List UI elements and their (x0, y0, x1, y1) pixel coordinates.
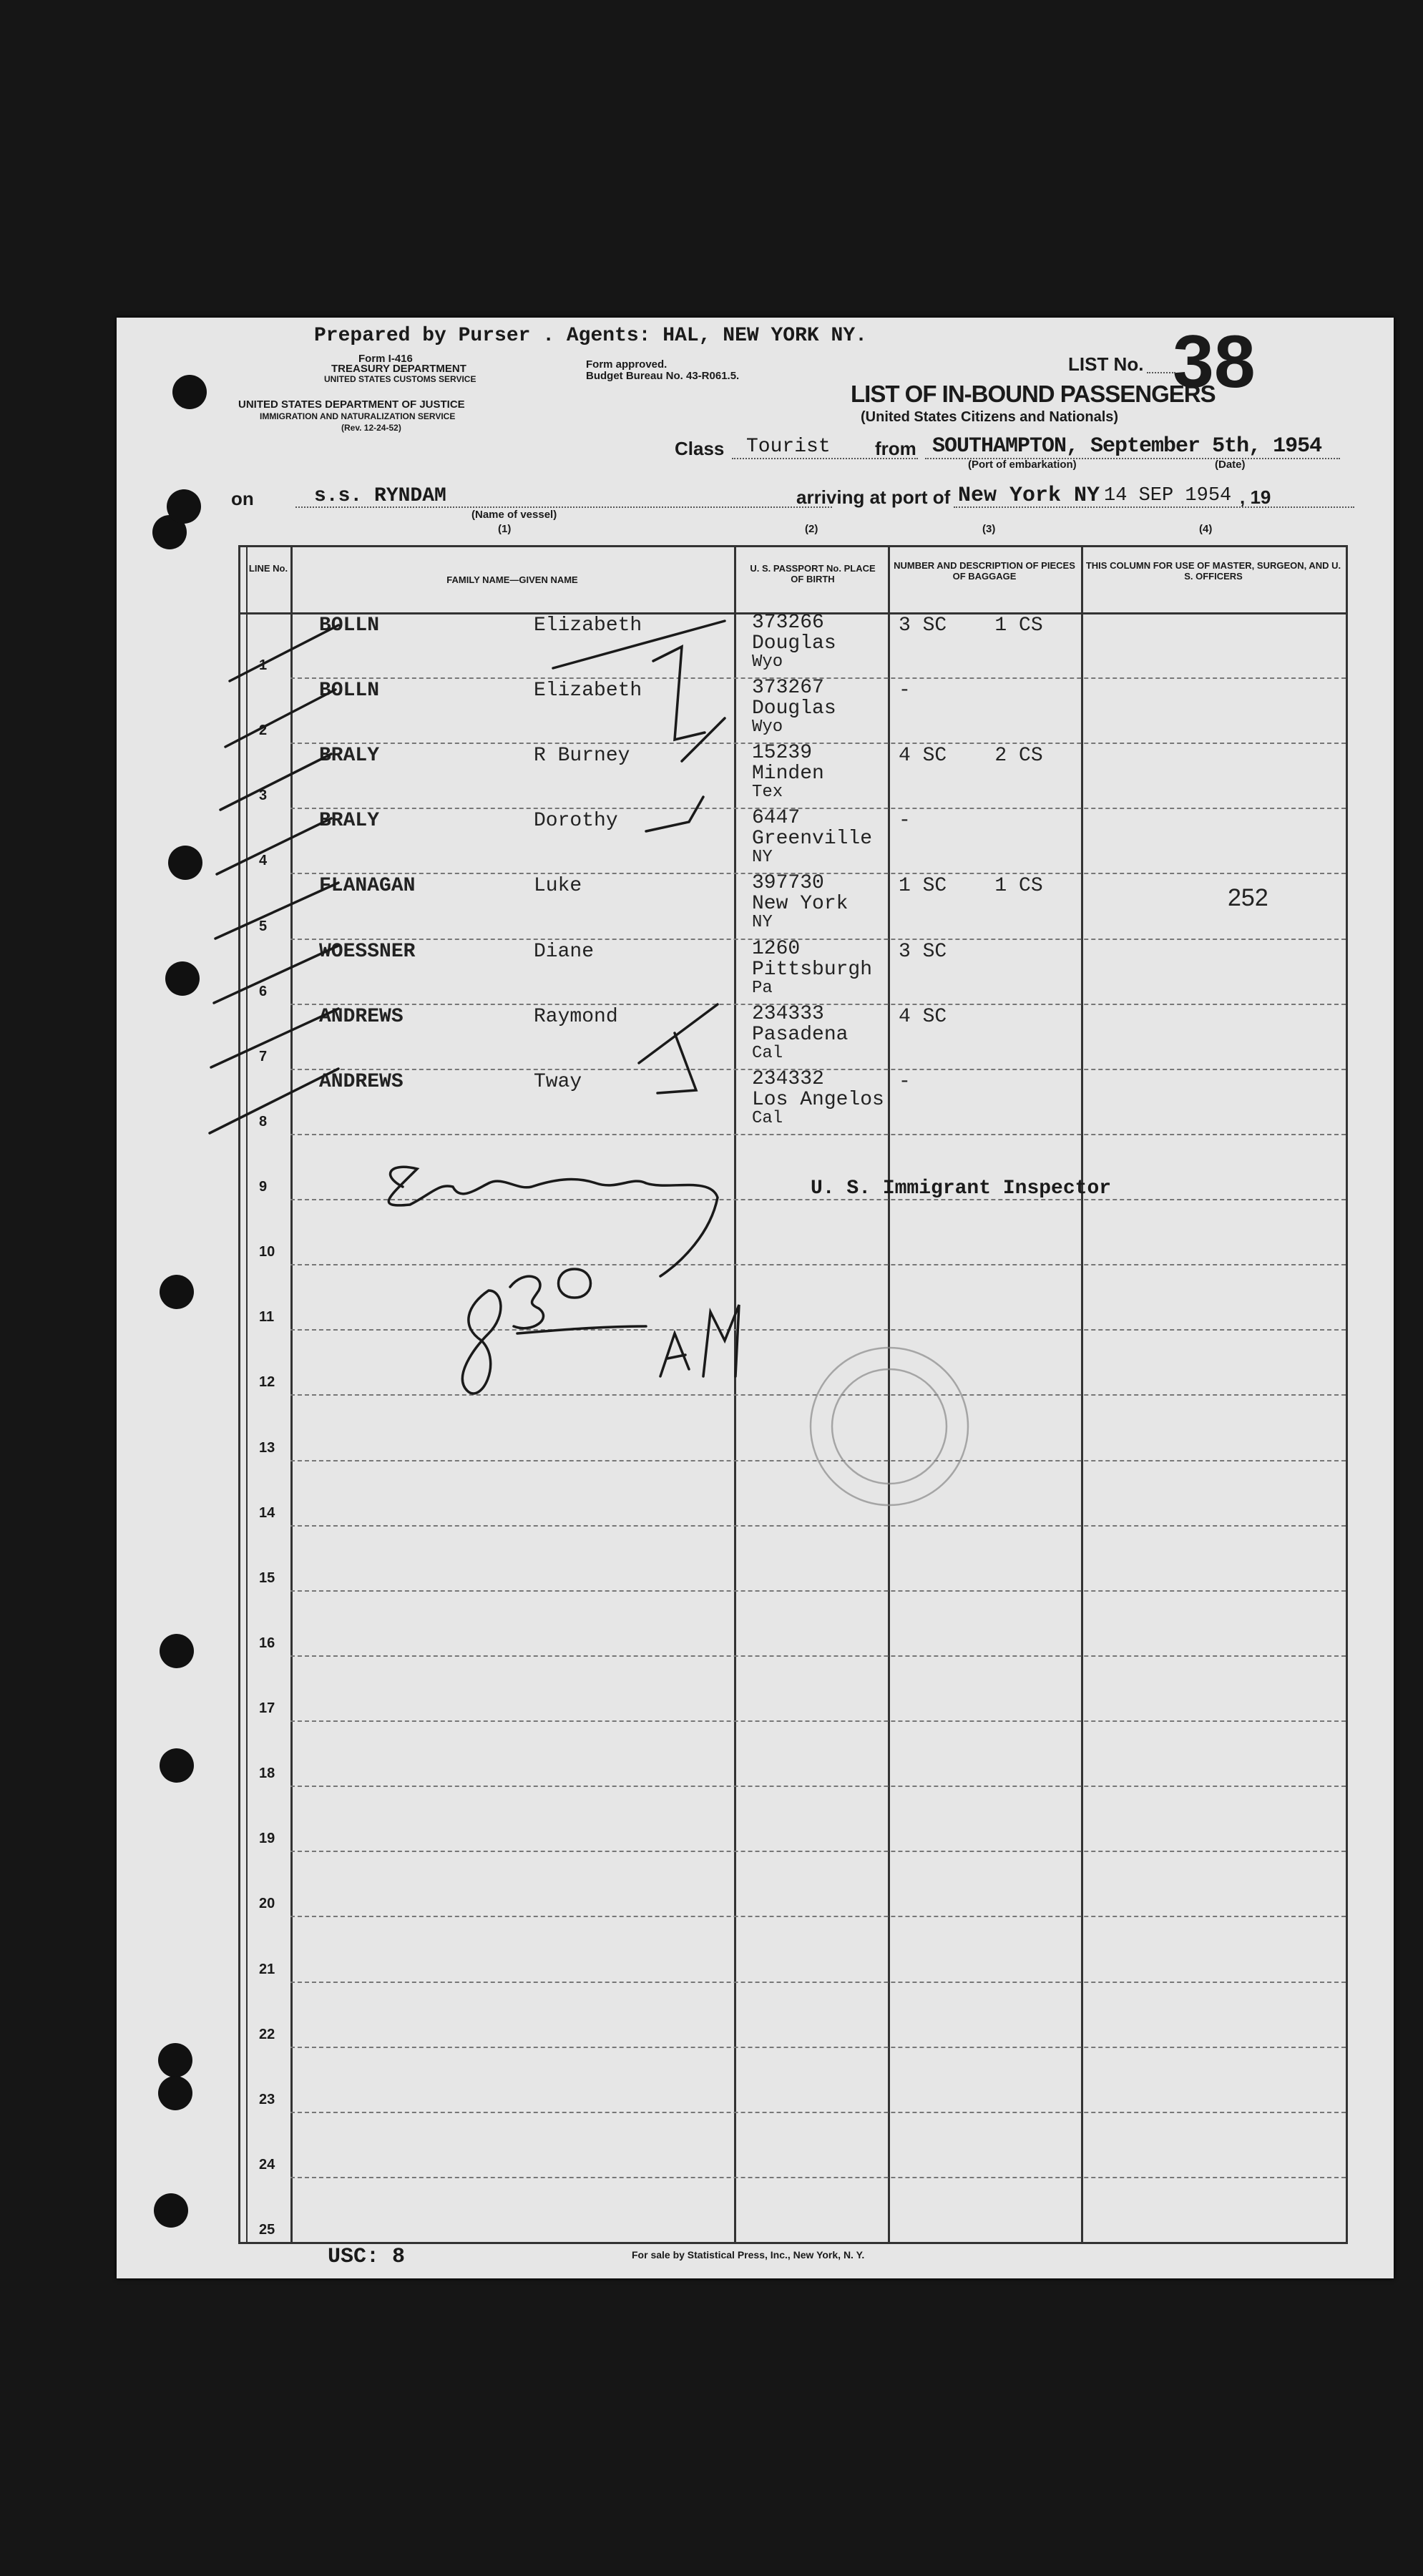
row-divider (290, 1134, 1346, 1135)
line-number: 21 (259, 1961, 275, 1977)
baggage-count: 3 SC 1 CS (899, 614, 1043, 637)
line-number: 25 (259, 2222, 275, 2238)
form-approved-2: Budget Bureau No. 43-R061.5. (586, 370, 740, 382)
row-divider (290, 2112, 1346, 2113)
passenger-given-name: Elizabeth (534, 614, 642, 637)
line-number: 14 (259, 1504, 275, 1521)
passenger-family-name: FLANAGAN (319, 875, 416, 898)
passenger-given-name: Diane (534, 940, 595, 963)
vessel-name: s.s. RYNDAM (314, 485, 446, 507)
arriving-underline (954, 506, 1354, 508)
form-info-3: UNITED STATES CUSTOMS SERVICE (324, 374, 476, 384)
col-num-4: (4) (1199, 523, 1213, 535)
passenger-given-name: Raymond (534, 1005, 618, 1028)
passenger-family-name: BRALY (319, 745, 380, 768)
row-divider (290, 1264, 1346, 1265)
birth-place: Pasadena (752, 1023, 849, 1046)
row-divider (290, 939, 1346, 940)
row-divider (290, 2047, 1346, 2048)
passport-number: 397730 (752, 872, 824, 895)
passenger-family-name: BRALY (319, 810, 380, 833)
line-number: 8 (259, 1113, 268, 1130)
form-info-6: (Rev. 12-24-52) (341, 423, 401, 433)
line-number: 1 (259, 657, 268, 674)
line-number: 22 (259, 2026, 275, 2042)
baggage-count: 4 SC 2 CS (899, 745, 1043, 768)
line-number: 4 (259, 853, 268, 869)
arriving-label: arriving at port of (796, 486, 951, 508)
birth-place: Pittsburgh (752, 958, 873, 981)
inspector-signature-label: U. S. Immigrant Inspector (811, 1177, 1112, 1200)
row-divider (290, 1786, 1346, 1787)
row-divider (290, 1916, 1346, 1917)
row-divider (290, 2177, 1346, 2178)
baggage-count: - (899, 810, 911, 833)
baggage-count: 3 SC (899, 940, 947, 963)
row-divider (290, 743, 1346, 744)
line-number: 2 (259, 723, 268, 739)
form-info-4: UNITED STATES DEPARTMENT OF JUSTICE (238, 398, 465, 411)
row-divider (290, 1851, 1346, 1852)
row-divider (290, 1720, 1346, 1722)
punch-hole (158, 2043, 192, 2077)
line-number: 6 (259, 983, 268, 999)
line-number: 10 (259, 1244, 275, 1260)
column-header-passport: U. S. PASSPORT No. PLACE OF BIRTH (750, 563, 876, 584)
baggage-count: 1 SC 1 CS (899, 875, 1043, 898)
line-number: 20 (259, 1896, 275, 1912)
line-number: 16 (259, 1635, 275, 1651)
arrival-stamp: 14 SEP 1954 (1104, 485, 1232, 506)
birth-state: Cal (752, 1108, 783, 1128)
date-caption: (Date) (1215, 459, 1246, 471)
birth-place: Greenville (752, 828, 873, 851)
prepared-by-line: Prepared by Purser . Agents: HAL, NEW YORK NY. (314, 325, 867, 347)
birth-state: NY (752, 848, 773, 868)
form-info-2: TREASURY DEPARTMENT (331, 363, 466, 375)
passenger-given-name: Luke (534, 875, 582, 898)
line-number: 15 (259, 1569, 275, 1586)
column-header-officers: THIS COLUMN FOR USE OF MASTER, SURGEON, AND U. S. OFFICERS (1085, 560, 1341, 582)
usc-count: USC: 8 (328, 2245, 406, 2269)
passenger-table (238, 545, 1348, 2244)
passenger-family-name: BOLLN (319, 614, 380, 637)
passenger-given-name: Dorothy (534, 810, 618, 833)
birth-state: NY (752, 913, 773, 933)
passenger-given-name: Elizabeth (534, 680, 642, 702)
passenger-given-name: Tway (534, 1070, 582, 1093)
birth-place: Los Angelos (752, 1088, 884, 1111)
passport-number: 6447 (752, 807, 801, 830)
baggage-count: 4 SC (899, 1005, 947, 1028)
punch-hole (165, 961, 200, 996)
list-title: LIST OF IN-BOUND PASSENGERS (851, 381, 1216, 407)
birth-state: Wyo (752, 718, 783, 738)
officer-note: 252 (1228, 884, 1268, 912)
row-divider (290, 808, 1346, 809)
birth-place: Douglas (752, 632, 836, 655)
birth-state: Cal (752, 1043, 783, 1063)
year-suffix: , 19 (1240, 486, 1271, 508)
passport-number: 373266 (752, 612, 824, 634)
passenger-family-name: ANDREWS (319, 1005, 404, 1028)
list-no: 38 (1173, 320, 1256, 403)
line-number: 12 (259, 1374, 275, 1391)
row-divider (290, 1394, 1346, 1396)
punch-hole (167, 489, 201, 524)
col-num-2: (2) (805, 523, 818, 535)
row-divider (290, 1329, 1346, 1331)
birth-state: Pa (752, 978, 773, 998)
birth-state: Tex (752, 783, 783, 803)
row-divider (290, 1655, 1346, 1657)
birth-place: Minden (752, 763, 824, 785)
birth-state: Wyo (752, 652, 783, 672)
row-divider (290, 1590, 1346, 1592)
passenger-given-name: R Burney (534, 745, 630, 768)
passport-number: 373267 (752, 677, 824, 700)
line-number: 19 (259, 1831, 275, 1847)
punch-hole (160, 1748, 194, 1783)
form-info-1: Form I-416 (358, 353, 413, 365)
form-info-5: IMMIGRATION AND NATURALIZATION SERVICE (260, 411, 456, 421)
line-number: 7 (259, 1048, 268, 1064)
column-header-name: FAMILY NAME—GIVEN NAME (446, 574, 578, 585)
form-approved-1: Form approved. (586, 358, 668, 371)
printer-note: For sale by Statistical Press, Inc., New York, N. Y. (632, 2249, 865, 2261)
col-num-3: (3) (982, 523, 996, 535)
class-value: Tourist (746, 436, 831, 458)
passenger-family-name: ANDREWS (319, 1070, 404, 1093)
line-number: 18 (259, 1766, 275, 1782)
row-divider (290, 1460, 1346, 1461)
row-divider (290, 1525, 1346, 1527)
line-number: 24 (259, 2156, 275, 2173)
class-label: Class (675, 438, 725, 459)
vessel-caption: (Name of vessel) (471, 509, 557, 521)
from-value: SOUTHAMPTON, September 5th, 1954 (932, 434, 1322, 459)
passenger-family-name: BOLLN (319, 680, 380, 702)
row-divider (290, 1982, 1346, 1983)
line-number: 5 (259, 918, 268, 934)
punch-hole (160, 1634, 194, 1668)
birth-place: New York (752, 893, 849, 916)
baggage-count: - (899, 1070, 911, 1093)
punch-hole (160, 1275, 194, 1309)
on-label: on (231, 488, 254, 509)
punch-hole (172, 375, 207, 409)
line-number: 11 (259, 1309, 275, 1326)
port-embark-caption: (Port of embarkation) (968, 459, 1077, 471)
arriving-value: New York NY (958, 484, 1100, 508)
baggage-count: - (899, 680, 911, 702)
passport-number: 234332 (752, 1067, 824, 1090)
line-number: 9 (259, 1179, 268, 1195)
list-no-underline (1147, 372, 1175, 373)
line-number: 3 (259, 788, 268, 804)
line-number: 13 (259, 1439, 275, 1456)
col-num-1: (1) (498, 523, 512, 535)
column-header-baggage: NUMBER AND DESCRIPTION OF PIECES OF BAGGAGE (894, 560, 1075, 582)
passenger-family-name: WOESSNER (319, 940, 416, 963)
passport-number: 234333 (752, 1002, 824, 1025)
birth-place: Douglas (752, 697, 836, 720)
vessel-underline (295, 506, 832, 508)
line-number: 23 (259, 2091, 275, 2107)
from-label: from (875, 438, 916, 459)
manifest-page (117, 318, 1394, 2278)
punch-hole (168, 846, 202, 880)
line-number: 17 (259, 1700, 275, 1717)
passport-number: 15239 (752, 742, 813, 765)
passport-number: 1260 (752, 937, 801, 960)
punch-hole (158, 2076, 192, 2110)
punch-hole (154, 2193, 188, 2228)
column-divider (246, 547, 248, 2242)
list-subtitle: (United States Citizens and Nationals) (861, 409, 1119, 425)
column-header-line-no: LINE No. (248, 563, 288, 574)
list-no-label: LIST No. (1068, 353, 1144, 375)
